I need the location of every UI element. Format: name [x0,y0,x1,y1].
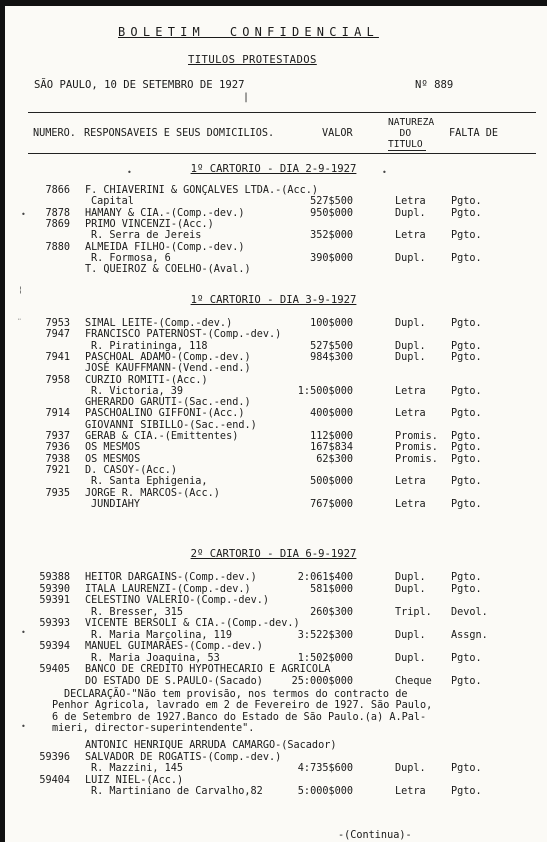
entry-address: R. Serra de Jereis [91,230,202,242]
entry-name: SIMAL LEITE-(Comp.-dev.) [85,318,233,329]
pen-tick-mark: | [243,92,250,103]
entry-number: 7880 [45,241,70,253]
entry-valor: 167$834 [310,442,353,454]
entry-falta: Assgn. [451,629,488,641]
entry-number: 7947 [45,329,70,341]
entry-number: 7921 [45,464,70,476]
entry-falta: Pgto. [451,476,482,488]
entry-address: R. Santa Ephigenia, [91,476,208,488]
decorative-dot: • [382,168,387,177]
entry-number: 59405 [39,664,70,675]
entry-name: OS MESMOS [85,453,141,465]
col-header-natureza-underline [388,150,426,151]
entry-natureza: Letra [395,786,426,797]
entry-valor: 390$000 [310,252,353,264]
entry-falta: Pgto. [451,207,482,219]
entry-valor: 3:522$300 [297,629,353,641]
entry-valor: 5:000$000 [297,786,353,797]
entry-falta: Pgto. [451,351,482,363]
entry-name: SALVADOR DE ROGATIS-(Comp.-dev.) [85,751,282,763]
entry-address: R. Piratininga, 118 [91,340,208,352]
margin-mark: ¨ [17,318,22,327]
entry-address: R. Maria Marcolina, 119 [91,629,233,641]
entry-number: 7936 [45,442,70,454]
entry-name: GIOVANNI SIBILLO-(Sac.-end.) [85,419,257,431]
entry-name: HEITOR DARGAINS-(Comp.-dev.) [85,572,257,583]
entry-falta: Pgto. [451,318,482,329]
entry-natureza: Dupl. [395,340,426,352]
entry-name: D. CASOY-(Acc.) [85,464,178,476]
entry-number: 59393 [39,618,70,629]
entry-valor: 950$000 [310,207,353,219]
entry-number: 59391 [39,595,70,606]
entry-natureza: Letra [395,498,426,510]
entry-number: 7953 [45,318,70,329]
entry-number: 59404 [39,774,70,786]
entry-name: GHERARDO GARUTI-(Sac.-end.) [85,397,251,409]
col-header-responsaveis: RESPONSAVEIS E SEUS DOMICILIOS. [84,128,275,139]
entry-name: ITALA LAURENZI-(Comp.-dev.) [85,583,251,595]
continuation-note: -(Continua)- [338,830,412,841]
entry-number: 7869 [45,218,70,230]
entry-falta: Pgto. [451,340,482,352]
entry-number: 7935 [45,487,70,499]
margin-dot: • [21,628,26,637]
section-title: 1º CARTORIO - DIA 3-9-1927 [190,294,357,306]
entry-natureza: Letra [395,196,426,208]
entry-falta: Pgto. [451,498,482,510]
entry-name: JOSÉ KAUFFMANN-(Vend.-end.) [85,363,251,375]
entry-valor: 527$500 [310,196,353,208]
margin-mark: ¦ [18,285,23,294]
entry-valor: 352$000 [310,230,353,242]
entry-natureza: Dupl. [395,351,426,363]
entry-name: GERAB & CIA.-(Emittentes) [85,431,239,442]
entry-number: 59394 [39,641,70,652]
entry-address: R. Mazzini, 145 [91,763,184,774]
entry-name: CURZIO ROMITI-(Acc.) [85,374,208,386]
entry-name: BANCO DE CREDITO HYPOTHECARIO E AGRICOLA [85,664,331,675]
entry-name: ALMEIDA FILHO-(Comp.-dev.) [85,241,245,253]
entry-name: PASCHOAL ADAMO-(Comp.-dev.) [85,351,251,363]
entry-number: 59388 [39,572,70,583]
entry-falta: Pgto. [451,431,482,442]
col-header-falta: FALTA DE [449,128,499,139]
declaration-line: mieri, director-superintendente". [52,722,255,734]
entry-name: JORGE R. MARCOS-(Acc.) [85,487,220,499]
document-subtitle: TITULOS PROTESTADOS [188,54,317,66]
entry-number: 7914 [45,408,70,420]
entry-natureza: Letra [395,476,426,488]
entry-name: F. CHIAVERINI & GONÇALVES LTDA.-(Acc.) [85,185,319,196]
entry-valor: 4:735$600 [297,763,353,774]
entry-number: 7941 [45,351,70,363]
entry-valor: 400$000 [310,408,353,420]
entry-natureza: Dupl. [395,207,426,219]
entry-natureza: Dupl. [395,318,426,329]
entry-address: Capital [91,196,134,208]
entry-number: 7878 [45,207,70,219]
entry-name: VICENTE BERSOLI & CIA.-(Comp.-dev.) [85,618,300,629]
entry-natureza: Dupl. [395,629,426,641]
entry-name: CELESTINO VALERIO-(Comp.-dev.) [85,595,270,606]
date-line: SÃO PAULO, 10 DE SETEMBRO DE 1927 [34,79,245,91]
header-rule-top [28,112,536,113]
bulletin-number: Nº 889 [415,79,454,91]
entry-name: PRIMO VINCENZI-(Acc.) [85,218,214,230]
entry-name: OS MESMOS [85,442,141,454]
entry-falta: Pgto. [451,583,482,595]
entry-name: PASCHOALINO GIFFONI-(Acc.) [85,408,245,420]
entry-falta: Pgto. [451,230,482,242]
entry-number: 7938 [45,453,70,465]
entry-name: T. QUEIROZ & COELHO-(Aval.) [85,264,251,276]
header-rule-bottom [28,153,536,154]
margin-dot: • [21,210,26,219]
declaration-line: DECLARAÇÃO-"Não tem provisão, nos termos do contracto de [64,689,408,700]
section-title: 2º CARTORIO - DIA 6-9-1927 [190,548,357,560]
entry-valor: 2:061$400 [297,572,353,583]
declaration-line: 6 de Setembro de 1927.Banco do Estado de São Paulo.(a) A.Pal- [52,711,427,723]
entry-valor: 500$000 [310,476,353,488]
col-header-numero: NUMERO. [33,128,76,139]
entry-falta: Pgto. [451,442,482,454]
entry-address: R. Bresser, 315 [91,606,184,618]
entry-falta: Pgto. [451,408,482,420]
entry-name: MANUEL GUIMARÃES-(Comp.-dev.) [85,641,263,652]
entry-natureza: Letra [395,408,426,420]
entry-natureza: Letra [395,230,426,242]
entry-natureza: Dupl. [395,252,426,264]
entry-name: DO ESTADO DE S.PAULO-(Sacado) [85,675,263,687]
entry-natureza: Dupl. [395,572,426,583]
entry-natureza: Promis. [395,442,438,454]
entry-valor: 25:000$000 [291,675,353,687]
entry-falta: Pgto. [451,196,482,208]
entry-natureza: Letra [395,385,426,397]
entry-valor: 260$300 [310,606,353,618]
entry-natureza: Promis. [395,453,438,465]
entry-falta: Pgto. [451,763,482,774]
entry-valor: 62$300 [316,453,353,465]
entry-address: R. Formosa, 6 [91,252,171,264]
col-header-valor: VALOR [322,128,353,139]
entry-falta: Pgto. [451,786,482,797]
entry-falta: Pgto. [451,572,482,583]
entry-falta: Devol. [451,606,488,618]
entry-natureza: Dupl. [395,652,426,664]
entry-number: 7866 [45,185,70,196]
entry-falta: Pgto. [451,385,482,397]
entry-address: R. Martiniano de Carvalho,82 [91,786,263,797]
entry-natureza: Dupl. [395,763,426,774]
entry-number: 7937 [45,431,70,442]
entry-name: FRANCISCO PATERNOST-(Comp.-dev.) [85,329,282,341]
entry-falta: Pgto. [451,252,482,264]
entry-natureza: Promis. [395,431,438,442]
margin-dot: • [21,722,26,731]
col-header-natureza: NATUREZA DO TITULO [388,117,435,150]
entry-falta: Pgto. [451,652,482,664]
entry-number: 7958 [45,374,70,386]
entry-name: HAMANY & CIA.-(Comp.-dev.) [85,207,245,219]
entry-name: ANTONIC HENRIQUE ARRUDA CAMARGO-(Sacador) [85,740,337,751]
entry-address: R. Victoria, 39 [91,385,184,397]
section-title: 1º CARTORIO - DIA 2-9-1927 [190,163,357,175]
entry-falta: Pgto. [451,453,482,465]
entry-valor: 1:500$000 [297,385,353,397]
entry-valor: 100$000 [310,318,353,329]
entry-natureza: Cheque [395,675,432,687]
entry-valor: 112$000 [310,431,353,442]
entry-natureza: Tripl. [395,606,432,618]
entry-address: R. Maria Joaquina, 53 [91,652,220,664]
entry-valor: 581$000 [310,583,353,595]
entry-address: JUNDIAHY [91,498,141,510]
entry-number: 59396 [39,751,70,763]
entry-number: 59390 [39,583,70,595]
entry-valor: 1:502$000 [297,652,353,664]
entry-falta: Pgto. [451,675,482,687]
entry-natureza: Dupl. [395,583,426,595]
declaration-line: Penhor Agricola, lavrado em 2 de Fevereiro de 1927. São Paulo, [52,700,433,712]
entry-valor: 984$300 [310,351,353,363]
entry-name: LUIZ NIEL-(Acc.) [85,774,184,786]
decorative-dot: • [127,168,132,177]
document-title: BOLETIM CONFIDENCIAL [118,25,379,39]
entry-valor: 767$000 [310,498,353,510]
entry-valor: 527$500 [310,340,353,352]
